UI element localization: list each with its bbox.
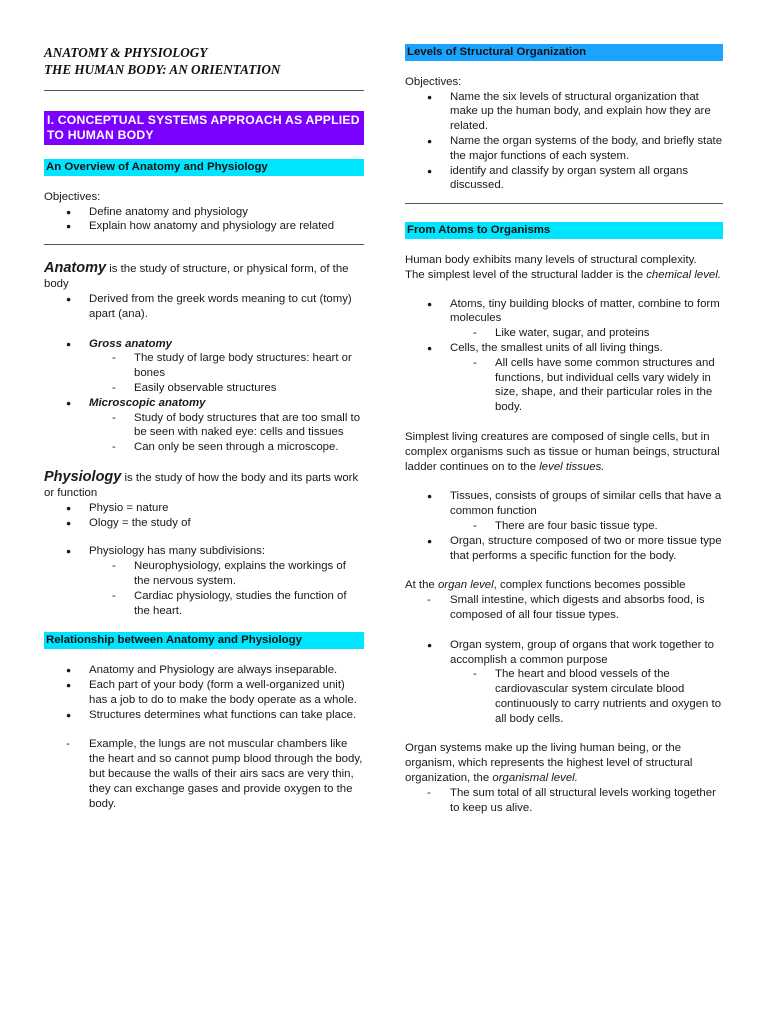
left-column xyxy=(44,44,364,811)
intro-paragraph: Human body exhibits many levels of structural complexity. xyxy=(405,253,697,266)
objectives-list xyxy=(44,205,364,235)
physiology-term: Physiology xyxy=(44,468,122,485)
atoms-heading: From Atoms to Organisms xyxy=(405,222,723,239)
list-item: - There are four basic tissue type. xyxy=(450,519,723,534)
organ-system-sublist xyxy=(450,667,723,726)
list-item: ● Each part of your body (form a well-organized unit) has a job to do to make the body operate as a whole. xyxy=(44,678,364,708)
overview-heading: An Overview of Anatomy and Physiology xyxy=(44,159,364,176)
list-item xyxy=(44,396,364,455)
relationship-heading: Relationship between Anatomy and Physiology xyxy=(44,632,364,649)
list-item: - The sum total of all structural levels working together to keep us alive. xyxy=(405,786,723,816)
list-item: ● Name the six levels of structural organization that make up the human body, and explain how they are related. xyxy=(405,90,723,134)
list-item: - The study of large body structures: heart or bones xyxy=(89,351,364,381)
doc-title-line2: THE HUMAN BODY: AN ORIENTATION xyxy=(44,62,281,77)
atoms-sublist xyxy=(450,326,723,341)
doc-title-line1: ANATOMY & PHYSIOLOGY xyxy=(44,45,208,60)
organ-level-sublist xyxy=(405,593,723,623)
objectives-label: Objectives: xyxy=(405,75,462,88)
list-item: ● Tissues, consists of groups of similar cells that have a common function - There are four basic tissue type. xyxy=(405,489,723,533)
list-item: - Cardiac physiology, studies the function of the heart. xyxy=(89,589,364,619)
list-item: - All cells have some common structures and functions, but individual cells vary widely in size, shape, and their particular roles in the body. xyxy=(450,356,723,415)
list-item: ● Derived from the greek words meaning to cut (tomy) apart (ana). xyxy=(44,292,364,322)
section-heading: I. CONCEPTUAL SYSTEMS APPROACH AS APPLIED TO HUMAN BODY xyxy=(44,111,364,145)
example-list xyxy=(44,737,364,811)
tissues-sublist xyxy=(450,519,723,534)
list-item: ● Physio = nature xyxy=(44,501,364,516)
tissue-level-paragraph: Simplest living creatures are composed of single cells, but in complex organisms such as tissue or human beings, structural ladder continues on to the level tissues. xyxy=(405,430,720,473)
list-item: - Example, the lungs are not muscular chambers like the heart and so cannot pump blood through the body, but because the walls of their airs sacs are very thin, they can exchange gases and provide oxygen to the body. xyxy=(44,737,364,811)
list-item: - Like water, sugar, and proteins xyxy=(450,326,723,341)
physiology-list xyxy=(44,501,364,619)
list-item: - Study of body structures that are too small to be seen with naked eye: cells and tissues xyxy=(89,411,364,441)
relationship-list xyxy=(44,663,364,722)
list-item: - Can only be seen through a microscope. xyxy=(89,440,364,455)
list-item: ● Define anatomy and physiology xyxy=(44,205,364,220)
list-item: - Small intestine, which digests and absorbs food, is composed of all four tissue types. xyxy=(405,593,723,623)
list-item: ● Ology = the study of xyxy=(44,516,364,531)
organ-system-list xyxy=(405,638,723,727)
cells-sublist xyxy=(450,356,723,415)
atoms-cells-list xyxy=(405,297,723,415)
anatomy-definition: Anatomy is the study of structure, or physical form, of the body xyxy=(44,260,349,291)
subdivisions-list xyxy=(89,559,364,618)
list-item: - Neurophysiology, explains the workings of the nervous system. xyxy=(89,559,364,589)
gross-anatomy-term: Gross anatomy xyxy=(89,337,172,350)
microscopic-anatomy-list xyxy=(89,411,364,455)
organismal-level-paragraph: Organ systems make up the living human being, or the organism, which represents the highest level of structural organization, the organismal level. xyxy=(405,742,693,785)
gross-anatomy-list xyxy=(89,351,364,395)
organ-level-paragraph: At the organ level, complex functions becomes possible xyxy=(405,579,686,592)
anatomy-list xyxy=(44,292,364,455)
tissues-organ-list xyxy=(405,489,723,563)
chemical-level-paragraph: The simplest level of the structural ladder is the chemical level. xyxy=(405,268,721,281)
list-item: ● Organ system, group of organs that work together to accomplish a common purpose - The heart and blood vessels of the cardiovascular system circulate blood continuously to carry nutrients and oxygen to all body cells. xyxy=(405,638,723,727)
physiology-definition: Physiology is the study of how the body and its parts work or function xyxy=(44,468,359,499)
list-item: ● Physiology has many subdivisions: - Neurophysiology, explains the workings of the nervous system. - Cardiac physiology, studies the function of the heart. xyxy=(44,544,364,618)
anatomy-term: Anatomy xyxy=(44,260,107,277)
list-item: - Easily observable structures xyxy=(89,381,364,396)
levels-heading: Levels of Structural Organization xyxy=(405,44,723,61)
list-item: ● Explain how anatomy and physiology are related xyxy=(44,219,364,234)
list-item: ● Anatomy and Physiology are always inseparable. xyxy=(44,663,364,678)
objectives-label: Objectives: xyxy=(44,190,101,203)
list-item: - The heart and blood vessels of the cardiovascular system circulate blood continuously to carry nutrients and oxygen to all body cells. xyxy=(450,667,723,726)
list-item: ● Organ, structure composed of two or more tissue type that performs a specific function for the body. xyxy=(405,534,723,564)
list-item: ● Name the organ systems of the body, and briefly state the major functions of each system. xyxy=(405,134,723,164)
objectives-list xyxy=(405,90,723,194)
organismal-sublist xyxy=(405,786,723,816)
list-item: ● Structures determines what functions can take place. xyxy=(44,708,364,723)
list-item: ● Atoms, tiny building blocks of matter, combine to form molecules - Like water, sugar, and proteins xyxy=(405,297,723,341)
right-column xyxy=(405,44,723,815)
list-item: ● Cells, the smallest units of all living things. - All cells have some common structures and functions, but individual cells vary widely in size, shape, and their particular roles in the body. xyxy=(405,341,723,415)
list-item xyxy=(44,337,364,396)
microscopic-anatomy-term: Microscopic anatomy xyxy=(89,396,206,409)
list-item: ● identify and classify by organ system all organs discussed. xyxy=(405,164,723,194)
